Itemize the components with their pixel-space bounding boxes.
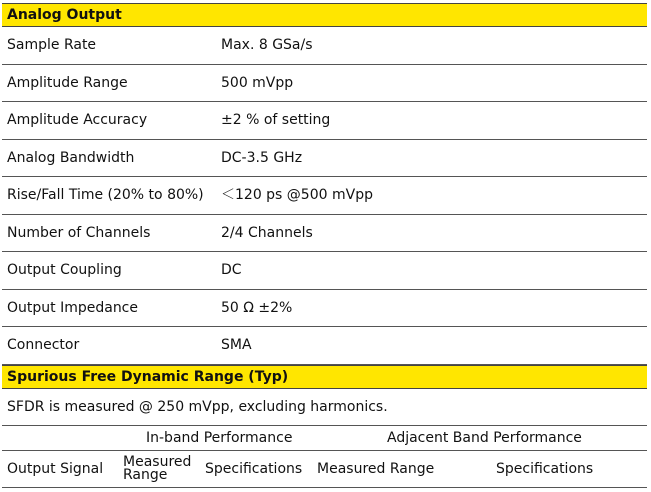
spec-value: 2/4 Channels: [221, 224, 313, 241]
spec-row-number-of-channels: [2, 215, 647, 253]
spec-row-amplitude-range: [2, 65, 647, 103]
col-specifications: Specifications: [205, 460, 303, 477]
spec-row-analog-bandwidth: [2, 140, 647, 178]
spec-value: ±2 % of setting: [221, 112, 331, 128]
spec-label: Analog Bandwidth: [7, 149, 135, 166]
spec-label: Output Coupling: [7, 262, 122, 278]
spec-table: [2, 3, 647, 488]
in-band-header: In-band Performance: [146, 429, 293, 446]
spec-value: 50 Ω ±2%: [221, 299, 293, 316]
col-output-signal: Output Signal: [7, 460, 104, 477]
col-adj-specifications: Specifications: [496, 460, 594, 477]
col-measured-range-line1: Measured: [123, 453, 192, 470]
spec-label: Amplitude Range: [7, 74, 128, 91]
spec-row-connector: [2, 327, 647, 365]
spec-label: Rise/Fall Time (20% to 80%): [7, 187, 204, 203]
spec-value: DC-3.5 GHz: [221, 149, 303, 166]
section-title-sfdr: Spurious Free Dynamic Range (Typ): [2, 365, 647, 389]
spec-value: DC: [221, 262, 242, 278]
sfdr-group-header-row: [2, 426, 647, 451]
spec-label: Sample Rate: [7, 37, 97, 53]
spec-row-rise-fall-time: [2, 177, 647, 215]
spec-label: Number of Channels: [7, 224, 151, 241]
spec-label: Output Impedance: [7, 299, 138, 316]
spec-label: Connector: [7, 337, 80, 353]
spec-value: Max. 8 GSa/s: [221, 37, 313, 53]
spec-value: ＜120 ps @500 mVpp: [221, 187, 373, 203]
spec-row-amplitude-accuracy: [2, 102, 647, 140]
sfdr-note: SFDR is measured @ 250 mVpp, excluding harmonics.: [2, 389, 647, 426]
col-measured-range-line2: Range: [123, 466, 168, 483]
spec-value: 500 mVpp: [221, 74, 294, 91]
adjacent-band-header: Adjacent Band Performance: [387, 429, 582, 446]
spec-label: Amplitude Accuracy: [7, 112, 148, 128]
spec-row-output-coupling: [2, 252, 647, 290]
spec-value: SMA: [221, 337, 252, 353]
section-title-analog-output: Analog Output: [2, 3, 647, 27]
spec-row-output-impedance: [2, 290, 647, 328]
sfdr-column-header-row: [2, 451, 647, 488]
spec-row-sample-rate: [2, 27, 647, 65]
col-adj-measured-range: Measured Range: [317, 460, 435, 477]
